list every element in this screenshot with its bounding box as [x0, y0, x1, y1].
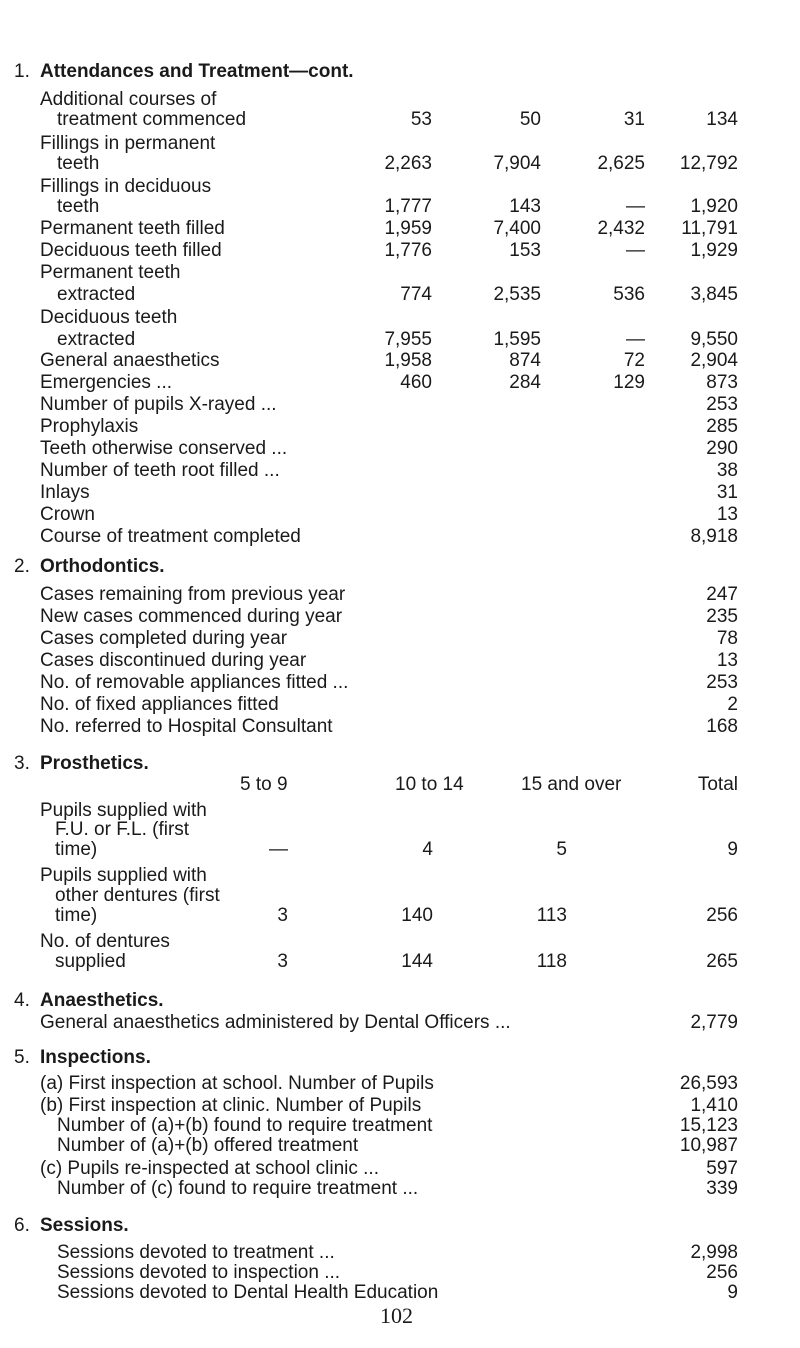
s1-value-b: 284	[509, 372, 541, 393]
s1-value-b: 7,400	[493, 218, 541, 239]
s1-value-b: 874	[509, 350, 541, 371]
s1-total-label: Teeth otherwise conserved ...	[40, 438, 288, 459]
s1-value-d: 9,550	[690, 329, 738, 350]
section-2-title: Orthodontics.	[40, 556, 165, 577]
s3-value-total: 9	[727, 839, 738, 860]
s5-row-value: 26,593	[679, 1073, 738, 1094]
s5-row-label: (b) First inspection at clinic. Number of Pupils	[40, 1095, 422, 1116]
s3-row-label: No. of dentures	[40, 931, 170, 952]
s1-value-c: —	[626, 240, 645, 261]
s1-row-label: Deciduous teeth	[40, 307, 178, 328]
s2-row-label: No. referred to Hospital Consultant	[40, 716, 333, 737]
s1-value-a: 1,959	[384, 218, 432, 239]
s1-total-value: 8,918	[690, 526, 738, 547]
s1-value-a: 2,263	[384, 153, 432, 174]
s3-value-5-to-9: —	[269, 839, 288, 860]
s1-total-value: 290	[706, 438, 738, 459]
s4-value: 2,779	[690, 1012, 738, 1033]
s3-value-15-and-over: 118	[536, 951, 567, 972]
section-5-title: Inspections.	[40, 1047, 151, 1068]
s3-row-label: F.U. or F.L. (first	[55, 819, 190, 840]
s1-total-value: 31	[716, 482, 738, 503]
s3-header-5-to-9: 5 to 9	[240, 774, 288, 795]
s1-value-a: 53	[410, 109, 432, 130]
s2-row-label: No. of removable appliances fitted ...	[40, 672, 349, 693]
s3-row-label: Pupils supplied with	[40, 800, 207, 821]
s2-row-value: 13	[716, 650, 738, 671]
s2-row-value: 247	[706, 584, 738, 605]
s1-value-b: 1,595	[493, 329, 541, 350]
s3-value-15-and-over: 113	[536, 905, 567, 926]
s1-value-c: 72	[623, 350, 645, 371]
s3-row-label: Pupils supplied with	[40, 865, 207, 886]
s3-header-10-to-14: 10 to 14	[395, 774, 464, 795]
s6-row-label: Sessions devoted to Dental Health Education	[57, 1282, 439, 1303]
s3-value-5-to-9: 3	[277, 951, 288, 972]
s1-total-value: 38	[716, 460, 738, 481]
s1-total-label: Number of teeth root filled ...	[40, 460, 280, 481]
s1-value-d: 12,792	[679, 153, 738, 174]
section-1-number: 1.	[14, 61, 30, 82]
s3-header-15-and-over: 15 and over	[521, 774, 622, 795]
s3-row-label: other dentures (first	[55, 885, 220, 906]
s3-row-label: supplied	[55, 951, 126, 972]
s5-row-value: 10,987	[679, 1135, 738, 1156]
section-4-title: Anaesthetics.	[40, 990, 164, 1011]
s3-row-label: time)	[55, 905, 98, 926]
s2-row-value: 235	[706, 606, 738, 627]
s1-value-b: 153	[509, 240, 541, 261]
section-6-number: 6.	[14, 1215, 30, 1236]
s1-value-a: 460	[400, 372, 432, 393]
s1-value-c: 536	[613, 284, 645, 305]
s1-row-label: teeth	[57, 196, 100, 217]
s1-value-c: —	[626, 196, 645, 217]
s1-value-a: 774	[400, 284, 432, 305]
section-5-number: 5.	[14, 1047, 30, 1068]
s6-row-label: Sessions devoted to treatment ...	[57, 1242, 335, 1263]
s2-row-value: 2	[727, 694, 738, 715]
s1-value-d: 134	[706, 109, 738, 130]
s1-value-d: 1,929	[690, 240, 738, 261]
s1-value-b: 7,904	[493, 153, 541, 174]
s2-row-value: 253	[706, 672, 738, 693]
s5-row-value: 15,123	[679, 1115, 738, 1136]
s1-row-label: Deciduous teeth filled	[40, 240, 222, 261]
s3-header-total: Total	[697, 774, 738, 795]
section-2-number: 2.	[14, 556, 30, 577]
s1-total-label: Number of pupils X-rayed ...	[40, 394, 277, 415]
s1-value-b: 2,535	[493, 284, 541, 305]
s1-row-label: Emergencies ...	[40, 372, 172, 393]
s5-row-label: (a) First inspection at school. Number of Pupils	[40, 1073, 434, 1094]
s1-row-label: Permanent teeth	[40, 262, 181, 283]
s6-row-value: 256	[706, 1262, 738, 1283]
s1-row-label: Additional courses of	[40, 89, 217, 110]
s5-row-value: 597	[706, 1158, 738, 1179]
page-number: 102	[380, 1303, 413, 1328]
s2-row-value: 78	[716, 628, 738, 649]
s3-value-10-to-14: 4	[422, 839, 433, 860]
s1-value-c: —	[626, 329, 645, 350]
s5-row-value: 339	[706, 1178, 738, 1199]
section-1-title: Attendances and Treatment—cont.	[40, 61, 354, 82]
s5-row-label: (c) Pupils re-inspected at school clinic ...	[40, 1158, 379, 1179]
s1-row-label: General anaesthetics	[40, 350, 220, 371]
s1-value-d: 3,845	[690, 284, 738, 305]
section-6-title: Sessions.	[40, 1215, 129, 1236]
s1-row-label: Fillings in permanent	[40, 133, 216, 154]
s1-total-label: Course of treatment completed	[40, 526, 301, 547]
s1-total-label: Prophylaxis	[40, 416, 139, 437]
s6-row-value: 9	[727, 1282, 738, 1303]
s3-row-label: time)	[55, 839, 98, 860]
s2-row-label: New cases commenced during year	[40, 606, 343, 627]
s1-total-value: 285	[706, 416, 738, 437]
s2-row-label: Cases remaining from previous year	[40, 584, 346, 605]
s1-value-a: 1,777	[384, 196, 432, 217]
s1-value-d: 11,791	[681, 218, 738, 239]
s3-value-5-to-9: 3	[277, 905, 288, 926]
s2-row-label: Cases completed during year	[40, 628, 288, 649]
s3-value-total: 256	[706, 905, 738, 926]
s1-total-value: 13	[716, 504, 738, 525]
s2-row-value: 168	[706, 716, 738, 737]
s1-value-c: 31	[623, 109, 645, 130]
s1-value-c: 2,625	[597, 153, 645, 174]
s2-row-label: Cases discontinued during year	[40, 650, 307, 671]
s1-value-d: 2,904	[690, 350, 738, 371]
s2-row-label: No. of fixed appliances fitted	[40, 694, 279, 715]
s1-value-c: 2,432	[597, 218, 645, 239]
s5-row-label: Number of (c) found to require treatment ...	[57, 1178, 419, 1199]
section-3-number: 3.	[14, 753, 30, 774]
s1-total-value: 253	[706, 394, 738, 415]
s1-row-label: Permanent teeth filled	[40, 218, 225, 239]
s1-total-label: Crown	[40, 504, 95, 525]
s1-value-d: 873	[706, 372, 738, 393]
s1-value-a: 1,958	[384, 350, 432, 371]
s6-row-label: Sessions devoted to inspection ...	[57, 1262, 341, 1283]
s1-row-label: extracted	[57, 284, 136, 305]
s6-row-value: 2,998	[690, 1242, 738, 1263]
s1-total-label: Inlays	[40, 482, 90, 503]
s1-value-a: 7,955	[384, 329, 432, 350]
section-4-number: 4.	[14, 990, 30, 1011]
s5-row-label: Number of (a)+(b) found to require treatment	[57, 1115, 433, 1136]
s3-value-total: 265	[706, 951, 738, 972]
s5-row-value: 1,410	[690, 1095, 738, 1116]
s1-value-c: 129	[613, 372, 645, 393]
s3-value-10-to-14: 140	[401, 905, 433, 926]
section-3-title: Prosthetics.	[40, 753, 149, 774]
s3-value-15-and-over: 5	[556, 839, 567, 860]
s1-row-label: extracted	[57, 329, 136, 350]
s4-label: General anaesthetics administered by Dental Officers ...	[40, 1012, 511, 1033]
s1-row-label: Fillings in deciduous	[40, 176, 212, 197]
s1-value-d: 1,920	[690, 196, 738, 217]
s1-row-label: treatment commenced	[57, 109, 247, 130]
s1-value-b: 50	[519, 109, 541, 130]
s1-row-label: teeth	[57, 153, 100, 174]
s3-value-10-to-14: 144	[401, 951, 433, 972]
s1-value-a: 1,776	[384, 240, 432, 261]
s1-value-b: 143	[509, 196, 541, 217]
s5-row-label: Number of (a)+(b) offered treatment	[57, 1135, 359, 1156]
